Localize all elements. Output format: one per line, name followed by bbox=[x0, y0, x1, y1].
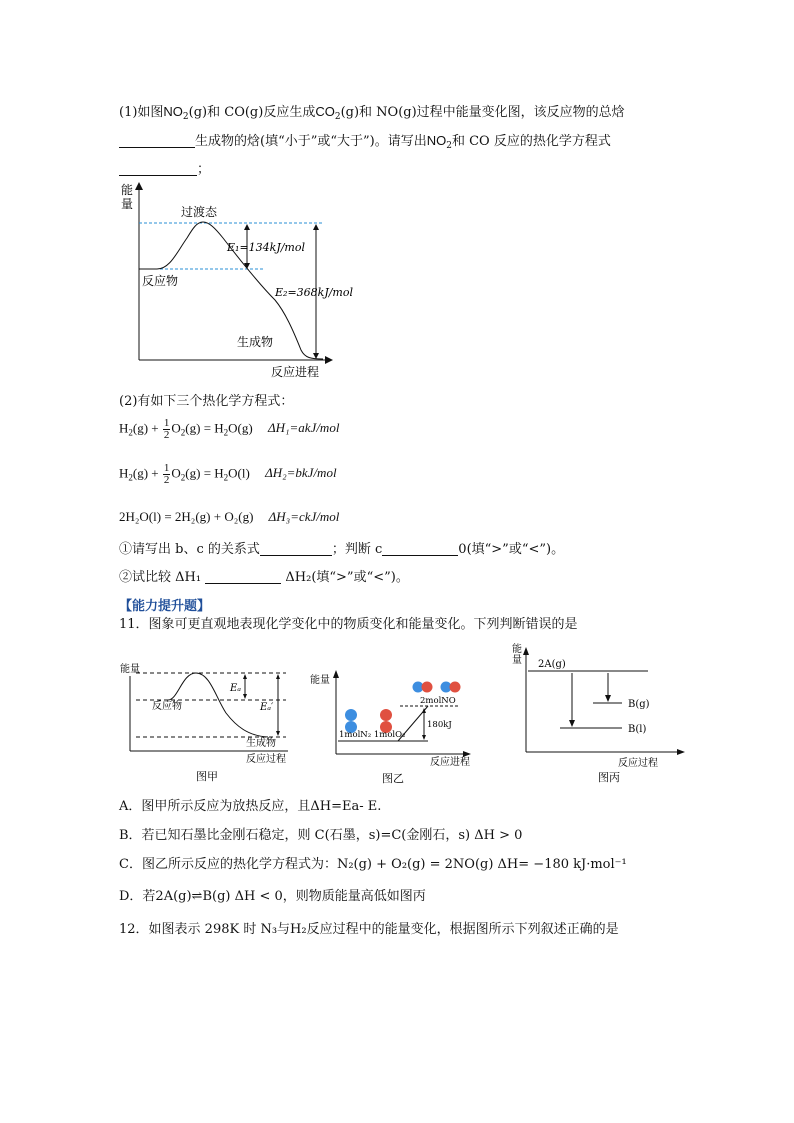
svg-text:B(l): B(l) bbox=[628, 724, 647, 735]
q12-stem: 12．如图表示 298K 时 N₃与H₂反应过程中的能量变化，根据图所示下列叙述正确的是 bbox=[119, 922, 619, 937]
svg-text:生成物: 生成物 bbox=[246, 738, 276, 749]
svg-text:2A(g): 2A(g) bbox=[538, 659, 566, 670]
equation-1: $H_2(g)$ + $\frac{1}{2}$ $O_2(g) = H_2O(g)$ ΔH₁=akJ/mol bbox=[119, 417, 340, 441]
equation-2: $H_2(g)$ + $\frac{1}{2}$ $O_2(g) = H_2O(l)$ ΔH₂=bkJ/mol bbox=[119, 462, 337, 486]
svg-text:2molNO: 2molNO bbox=[420, 696, 456, 706]
svg-text:反应物: 反应物 bbox=[152, 701, 182, 712]
svg-text:图丙: 图丙 bbox=[598, 771, 620, 784]
answer-blank[interactable] bbox=[119, 133, 195, 148]
q11-stem: 11．图象可更直观地表现化学变化中的物质变化和能量变化。下列判断错误的是 bbox=[119, 617, 578, 632]
e1-label: E₁=134kJ/mol bbox=[227, 241, 306, 254]
figure-yi bbox=[310, 665, 480, 785]
svg-text:图乙: 图乙 bbox=[382, 772, 404, 785]
answer-blank[interactable] bbox=[119, 161, 197, 176]
svg-text:反应进程: 反应进程 bbox=[430, 757, 470, 768]
option-a[interactable]: A．图甲所示反应为放热反应，且ΔH=Ea- E. bbox=[119, 799, 382, 814]
section-heading: 【能力提升题】 bbox=[119, 599, 211, 614]
svg-text:Eₐ′: Eₐ′ bbox=[260, 702, 274, 713]
q2-sub-ii: ②试比较 ΔH₁ ΔH₂(填“>”或“<”)。 bbox=[119, 570, 409, 585]
svg-text:Eₐ: Eₐ bbox=[230, 683, 242, 694]
figure-bing bbox=[510, 642, 690, 784]
svg-text:180kJ: 180kJ bbox=[427, 720, 452, 730]
q2-intro: (2)有如下三个热化学方程式： bbox=[119, 394, 294, 409]
svg-text:反应过程: 反应过程 bbox=[246, 754, 286, 765]
q1-line2: 生成物的焓(填“小于”或“大于”)。请写出$NO_2$和 CO 反应的热化学方程式 bbox=[119, 130, 611, 151]
transition-label: 过渡态 bbox=[181, 205, 218, 219]
q2-sub-i: ①请写出 b、c 的关系式 ；判断 c 0(填“>”或“<”)。 bbox=[119, 542, 565, 557]
reactant-label: 反应物 bbox=[142, 274, 179, 288]
svg-text:1molN₂ 1molO₂: 1molN₂ 1molO₂ bbox=[339, 730, 406, 740]
y-axis-arrow bbox=[135, 182, 143, 190]
figure-jia bbox=[118, 658, 296, 786]
option-d[interactable]: D．若2A(g)⇌B(g) ΔH < 0，则物质能量高低如图丙 bbox=[119, 889, 426, 904]
q1-line1: (1)如图$NO_2(g)$和 CO(g)反应生成$CO_2(g)$和 NO(g)过程中能量变化图，该反应物的总焓 bbox=[119, 104, 625, 122]
option-b[interactable]: B．若已知石墨比金刚石稳定，则 C(石墨，s)=C(金刚石，s) ΔH > 0 bbox=[119, 828, 523, 843]
svg-text:B(g): B(g) bbox=[628, 699, 650, 710]
equation-3: 2H₂O(l) = 2H₂(g) + O₂(g) ΔH₃=ckJ/mol bbox=[119, 509, 340, 524]
option-c[interactable]: C．图乙所示反应的热化学方程式为：N₂(g) + O₂(g) = 2NO(g) ΔH= −180 kJ·mol⁻¹ bbox=[119, 857, 627, 872]
answer-blank[interactable] bbox=[382, 541, 458, 556]
answer-blank[interactable] bbox=[260, 541, 332, 556]
svg-text:能量: 能量 bbox=[120, 664, 140, 675]
svg-text:图甲: 图甲 bbox=[196, 770, 218, 783]
svg-text:能: 能 bbox=[512, 644, 522, 655]
energy-diagram-1 bbox=[115, 180, 354, 380]
x-axis-arrow bbox=[325, 356, 333, 364]
svg-text:量: 量 bbox=[512, 655, 522, 666]
svg-text:反应过程: 反应过程 bbox=[618, 758, 658, 769]
x-axis-label: 反应进程 bbox=[271, 365, 320, 379]
q1-line3: ； bbox=[119, 158, 210, 177]
product-label: 生成物 bbox=[237, 335, 274, 349]
svg-text:能量: 能量 bbox=[310, 675, 330, 686]
e2-label: E₂=368kJ/mol bbox=[275, 286, 354, 299]
y-axis-label: 量 bbox=[121, 197, 134, 211]
answer-blank[interactable] bbox=[205, 569, 281, 584]
y-axis-label: 能 bbox=[121, 183, 134, 197]
